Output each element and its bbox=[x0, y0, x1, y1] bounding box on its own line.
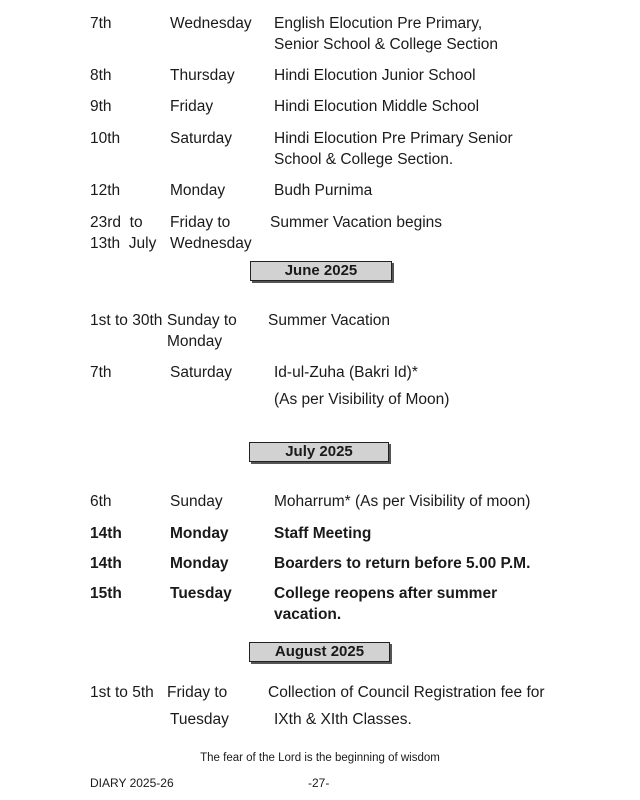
entry-event: (As per Visibility of Moon) bbox=[274, 391, 450, 408]
entry-date: 1st to 30th bbox=[90, 312, 163, 329]
entry-date: 15th bbox=[90, 585, 122, 602]
entry-date: 23rd to 13th July bbox=[90, 214, 157, 252]
entry-day: Monday bbox=[170, 555, 229, 572]
month-heading-july: July 2025 bbox=[249, 442, 389, 462]
entry-day: Friday to Wednesday bbox=[170, 214, 252, 252]
month-heading-august: August 2025 bbox=[249, 642, 390, 662]
diary-label: DIARY 2025-26 bbox=[90, 776, 174, 790]
month-heading-june: June 2025 bbox=[250, 261, 392, 281]
entry-event: Summer Vacation bbox=[268, 312, 391, 329]
entry-date: 12th bbox=[90, 182, 121, 199]
footer-quote: The fear of the Lord is the beginning of wisdom bbox=[200, 752, 440, 764]
entry-event: Hindi Elocution Pre Primary Senior School & College Section. bbox=[274, 130, 513, 168]
entry-event: Moharrum* (As per Visibility of moon) bbox=[274, 493, 531, 510]
entry-date: 14th bbox=[90, 555, 122, 572]
entry-event: Collection of Council Registration fee for bbox=[268, 684, 545, 701]
page-number: -27- bbox=[308, 776, 330, 790]
entry-day: Sunday bbox=[170, 493, 223, 510]
entry-event: Budh Purnima bbox=[274, 182, 373, 199]
entry-date: 9th bbox=[90, 98, 112, 115]
entry-date: 7th bbox=[90, 15, 112, 32]
entry-event: Hindi Elocution Middle School bbox=[274, 98, 480, 115]
entry-day: Monday bbox=[170, 525, 229, 542]
entry-event: Summer Vacation begins bbox=[270, 214, 443, 231]
entry-day: Monday bbox=[170, 182, 226, 199]
entry-day: Wednesday bbox=[170, 15, 252, 32]
entry-event: Hindi Elocution Junior School bbox=[274, 67, 476, 84]
entry-event: IXth & XIth Classes. bbox=[274, 711, 412, 728]
entry-date: 8th bbox=[90, 67, 112, 84]
entry-date: 1st to 5th bbox=[90, 684, 154, 701]
entry-day: Thursday bbox=[170, 67, 235, 84]
entry-event: College reopens after summer vacation. bbox=[274, 585, 498, 623]
entry-day: Sunday to Monday bbox=[167, 312, 237, 350]
entry-day: Saturday bbox=[170, 130, 233, 147]
entry-event: Boarders to return before 5.00 P.M. bbox=[274, 555, 531, 572]
entry-event: Staff Meeting bbox=[274, 525, 372, 542]
entry-date: 7th bbox=[90, 364, 112, 381]
entry-day: Saturday bbox=[170, 364, 233, 381]
entry-date: 6th bbox=[90, 493, 112, 510]
entry-event: Id-ul-Zuha (Bakri Id)* bbox=[274, 364, 418, 381]
entry-day: Friday bbox=[170, 98, 214, 115]
entry-day: Tuesday bbox=[170, 585, 232, 602]
entry-date: 10th bbox=[90, 130, 121, 147]
entry-event: English Elocution Pre Primary, Senior School & College Section bbox=[274, 15, 499, 53]
entry-day: Friday to bbox=[167, 684, 228, 701]
entry-day: Tuesday bbox=[170, 711, 229, 728]
entry-date: 14th bbox=[90, 525, 122, 542]
